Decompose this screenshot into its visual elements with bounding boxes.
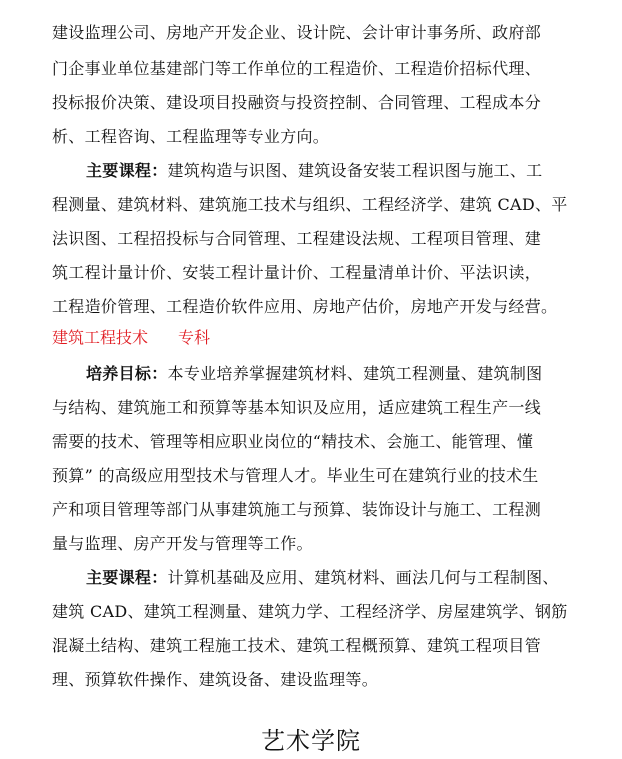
major-name: 建筑工程技术	[52, 328, 149, 347]
courses-label: 主要课程：	[86, 568, 168, 587]
paragraph-line: 量与监理、房产开发与管理等工作。	[52, 534, 313, 553]
paragraph-line: 建设监理公司、房地产开发企业、设计院、会计审计事务所、政府部	[52, 23, 542, 42]
paragraph-line: 建筑 CAD、建筑工程测量、建筑力学、工程经济学、房屋建筑学、钢筋	[52, 602, 568, 621]
paragraph-line: 产和项目管理等部门从事建筑施工与预算、装饰设计与施工、工程测	[52, 500, 542, 519]
paragraph-line: 预算” 的高级应用型技术与管理人才。毕业生可在建筑行业的技术生	[52, 466, 539, 485]
courses-paragraph-first-line	[86, 160, 612, 182]
major-heading	[52, 327, 210, 349]
paragraph-line: 筑工程计量计价、安装工程计量计价、工程量清单计价、平法识读，	[52, 263, 542, 282]
section-title: 艺术学院	[261, 727, 361, 755]
paragraph-line: 理、预算软件操作、建筑设备、建设监理等。	[52, 670, 379, 689]
courses-text: 计算机基础及应用、建筑材料、画法几何与工程制图、	[167, 568, 559, 587]
paragraph-line: 混凝土结构、建筑工程施工技术、建筑工程概预算、建筑工程项目管	[52, 636, 542, 655]
paragraph-line: 法识图、工程招投标与合同管理、工程建设法规、工程项目管理、建	[52, 229, 542, 248]
paragraph-line: 工程造价管理、工程造价软件应用、房地产估价，房地产开发与经营。	[52, 297, 558, 316]
paragraph-line: 门企事业单位基建部门等工作单位的工程造价、工程造价招标代理、	[52, 59, 542, 78]
objective-label: 培养目标：	[86, 364, 168, 383]
paragraph-line: 与结构、建筑施工和预算等基本知识及应用，适应建筑工程生产一线	[52, 398, 542, 417]
paragraph-line: 投标报价决策、建设项目投融资与投资控制、合同管理、工程成本分	[52, 93, 542, 112]
courses-text: 建筑构造与识图、建筑设备安装工程识图与施工、工	[167, 161, 543, 180]
courses-label: 主要课程：	[86, 161, 168, 180]
paragraph-line: 程测量、建筑材料、建筑施工技术与组织、工程经济学、建筑 CAD、平	[52, 195, 568, 214]
major-level: 专科	[178, 328, 211, 347]
paragraph-line: 需要的技术、管理等相应职业岗位的“精技术、会施工、能管理、懂	[52, 432, 534, 451]
courses-paragraph-first-line	[86, 567, 612, 589]
paragraph-line: 析、工程咨询、工程监理等专业方向。	[52, 127, 330, 146]
objective-text: 本专业培养掌握建筑材料、建筑工程测量、建筑制图	[167, 364, 543, 383]
objective-paragraph-first-line	[86, 363, 612, 385]
